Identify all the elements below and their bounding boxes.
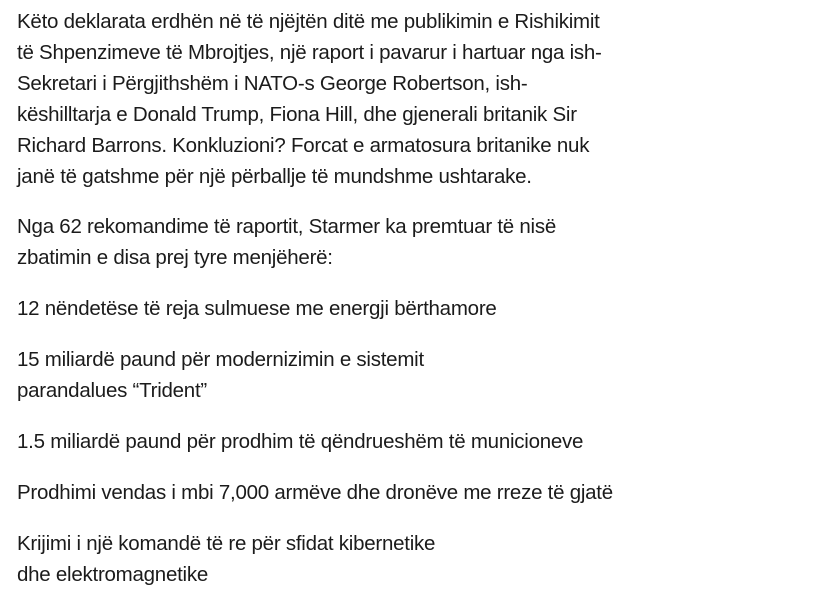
text-line: Richard Barrons. Konkluzioni? Forcat e armatosura britanike nuk [17,134,590,157]
text-line: Prodhimi vendas i mbi 7,000 armëve dhe dronëve me rreze të gjatë [17,481,613,504]
text-line: Sekretari i Përgjithshëm i NATO-s George Robertson, ish- [17,72,528,95]
list-item-submarines [17,293,677,324]
list-item-drones [17,477,677,508]
text-line: 12 nëndetëse të reja sulmuese me energji bërthamore [17,297,497,320]
paragraph-defence-review [17,6,677,192]
text-line: të Shpenzimeve të Mbrojtjes, një raport i pavarur i hartuar nga ish- [17,41,602,64]
text-line: dhe elektromagnetike [17,563,209,586]
list-item-trident [17,344,677,406]
list-item-cyber-command [17,528,677,590]
text-line: janë të gatshme për një përballje të mundshme ushtarake. [17,165,532,188]
text-line: parandalues “Trident” [17,379,207,402]
text-line: Nga 62 rekomandime të raportit, Starmer ka premtuar të nisë [17,215,556,238]
text-line: Këto deklarata erdhën në të njëjtën ditë me publikimin e Rishikimit [17,10,600,33]
text-line: 15 miliardë paund për modernizimin e sistemit [17,348,424,371]
list-item-munitions [17,426,677,457]
article-body [17,6,677,590]
text-line: zbatimin e disa prej tyre menjëherë: [17,246,333,269]
text-line: 1.5 miliardë paund për prodhim të qëndrueshëm të municioneve [17,430,584,453]
paragraph-recommendations [17,211,677,273]
text-line: këshilltarja e Donald Trump, Fiona Hill, dhe gjenerali britanik Sir [17,103,577,126]
text-line: Krijimi i një komandë të re për sfidat kibernetike [17,532,436,555]
